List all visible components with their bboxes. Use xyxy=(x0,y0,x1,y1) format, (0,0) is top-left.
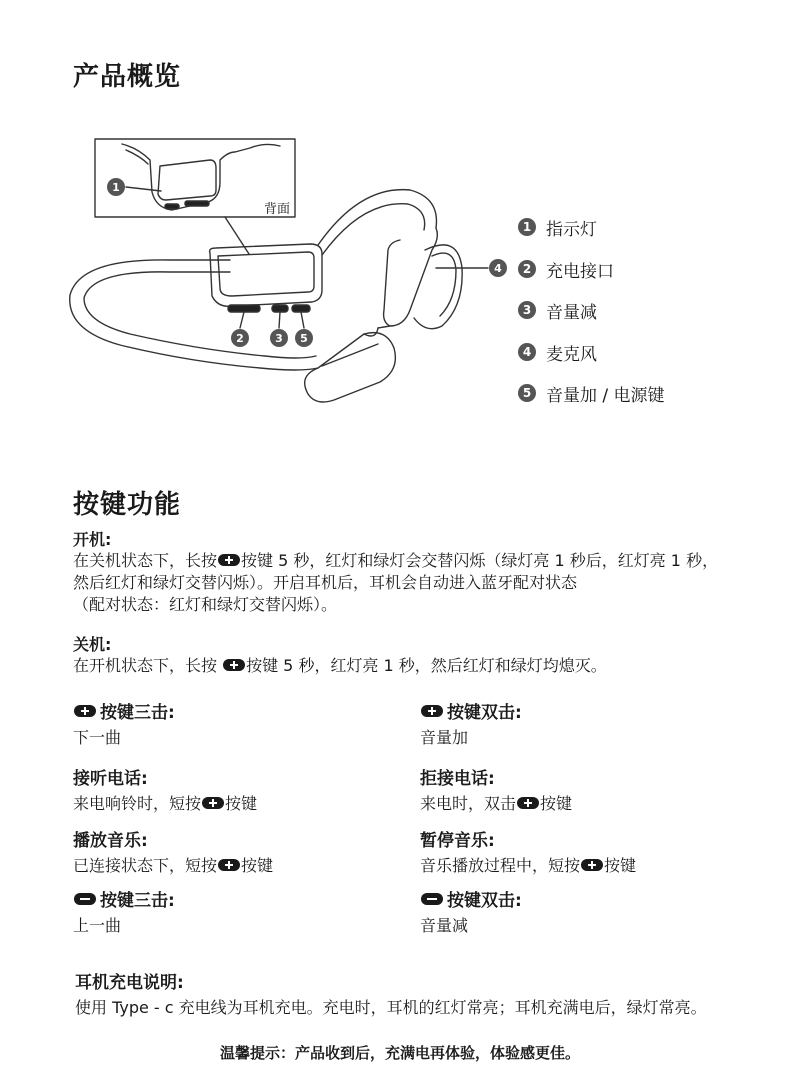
callout-5-label: 5 xyxy=(300,332,308,345)
power-on-section xyxy=(73,527,773,616)
callout-3-label: 3 xyxy=(275,332,283,345)
plus-key-icon xyxy=(421,705,443,717)
legend-item-charging-port xyxy=(518,258,614,280)
legend-num-2: 2 xyxy=(518,260,536,278)
func-title: 暂停音乐: xyxy=(420,831,495,851)
func-volume-down xyxy=(420,886,750,937)
functions-title: 按键功能 xyxy=(73,490,182,520)
legend-label-5: 音量加 / 电源键 xyxy=(546,385,665,406)
func-pause-music xyxy=(420,826,750,877)
legend-num-4: 4 xyxy=(518,343,536,361)
func-desc: 来电响铃时，短按 按键 xyxy=(73,794,258,813)
power-off-title: 关机: xyxy=(73,635,112,654)
power-off-section xyxy=(73,632,773,677)
plus-key-icon xyxy=(74,705,96,717)
charging-desc: 使用 Type - c 充电线为耳机充电。充电时，耳机的红灯常亮；耳机充满电后，绿灯常亮。 xyxy=(75,998,707,1017)
func-title: 接听电话: xyxy=(73,769,148,789)
func-title: 拒接电话: xyxy=(420,769,495,789)
func-answer-call xyxy=(73,764,403,815)
func-desc: 音乐播放过程中，短按 按键 xyxy=(420,856,637,875)
plus-key-icon xyxy=(581,859,603,871)
func-title: 播放音乐: xyxy=(73,831,148,851)
legend-label-1: 指示灯 xyxy=(546,219,597,240)
func-desc: 上一曲 xyxy=(73,916,122,935)
func-desc: 已连接状态下，短按 按键 xyxy=(73,856,274,875)
legend-label-3: 音量减 xyxy=(546,302,597,323)
callout-2-label: 2 xyxy=(236,332,244,345)
callout-1-label: 1 xyxy=(112,181,120,194)
back-view-label: 背面 xyxy=(264,202,291,217)
charging-section xyxy=(75,968,775,1019)
callout-4-label: 4 xyxy=(494,262,502,275)
plus-key-icon xyxy=(223,659,245,671)
power-on-line-2: 然后红灯和绿灯交替闪烁）。开启耳机后，耳机会自动进入蓝牙配对状态 xyxy=(73,573,578,592)
func-reject-call xyxy=(420,764,750,815)
legend-item-volume-up-power xyxy=(518,382,665,404)
power-off-desc: 在开机状态下，长按 按键 5 秒，红灯亮 1 秒，然后红灯和绿灯均熄灭。 xyxy=(73,656,607,675)
func-desc: 音量减 xyxy=(420,916,469,935)
power-on-title: 开机: xyxy=(73,530,112,549)
func-volume-up xyxy=(420,698,750,749)
legend-item-volume-down xyxy=(518,299,597,321)
func-title: 按键双击: xyxy=(447,703,522,723)
charging-title: 耳机充电说明: xyxy=(75,973,184,993)
minus-key-icon xyxy=(74,893,96,905)
func-next-track xyxy=(73,698,403,749)
plus-key-icon xyxy=(218,554,240,566)
legend-num-1: 1 xyxy=(518,218,536,236)
func-desc: 来电时，双击 按键 xyxy=(420,794,573,813)
legend-label-2: 充电接口 xyxy=(546,261,614,282)
func-desc: 音量加 xyxy=(420,728,469,747)
power-on-line-3: （配对状态：红灯和绿灯交替闪烁）。 xyxy=(73,595,338,614)
minus-key-icon xyxy=(421,893,443,905)
func-title: 按键三击: xyxy=(100,703,175,723)
legend-label-4: 麦克风 xyxy=(546,344,597,365)
plus-key-icon xyxy=(218,859,240,871)
func-play-music xyxy=(73,826,403,877)
plus-key-icon xyxy=(517,797,539,809)
func-previous-track xyxy=(73,886,403,937)
legend-num-5: 5 xyxy=(518,384,536,402)
func-desc: 下一曲 xyxy=(73,728,122,747)
legend-num-3: 3 xyxy=(518,301,536,319)
headphone-illustration xyxy=(60,130,530,420)
func-title: 按键双击: xyxy=(447,891,522,911)
func-title: 按键三击: xyxy=(100,891,175,911)
plus-key-icon xyxy=(202,797,224,809)
legend-item-microphone xyxy=(518,341,597,363)
power-on-line-1: 在关机状态下，长按 按键 5 秒，红灯和绿灯会交替闪烁（绿灯亮 1 秒后，红灯亮 1 秒， xyxy=(73,551,719,570)
overview-title: 产品概览 xyxy=(73,62,182,92)
legend-item-indicator xyxy=(518,216,597,238)
warm-tip: 温馨提示：产品收到后，充满电再体验，体验感更佳。 xyxy=(219,1044,580,1062)
